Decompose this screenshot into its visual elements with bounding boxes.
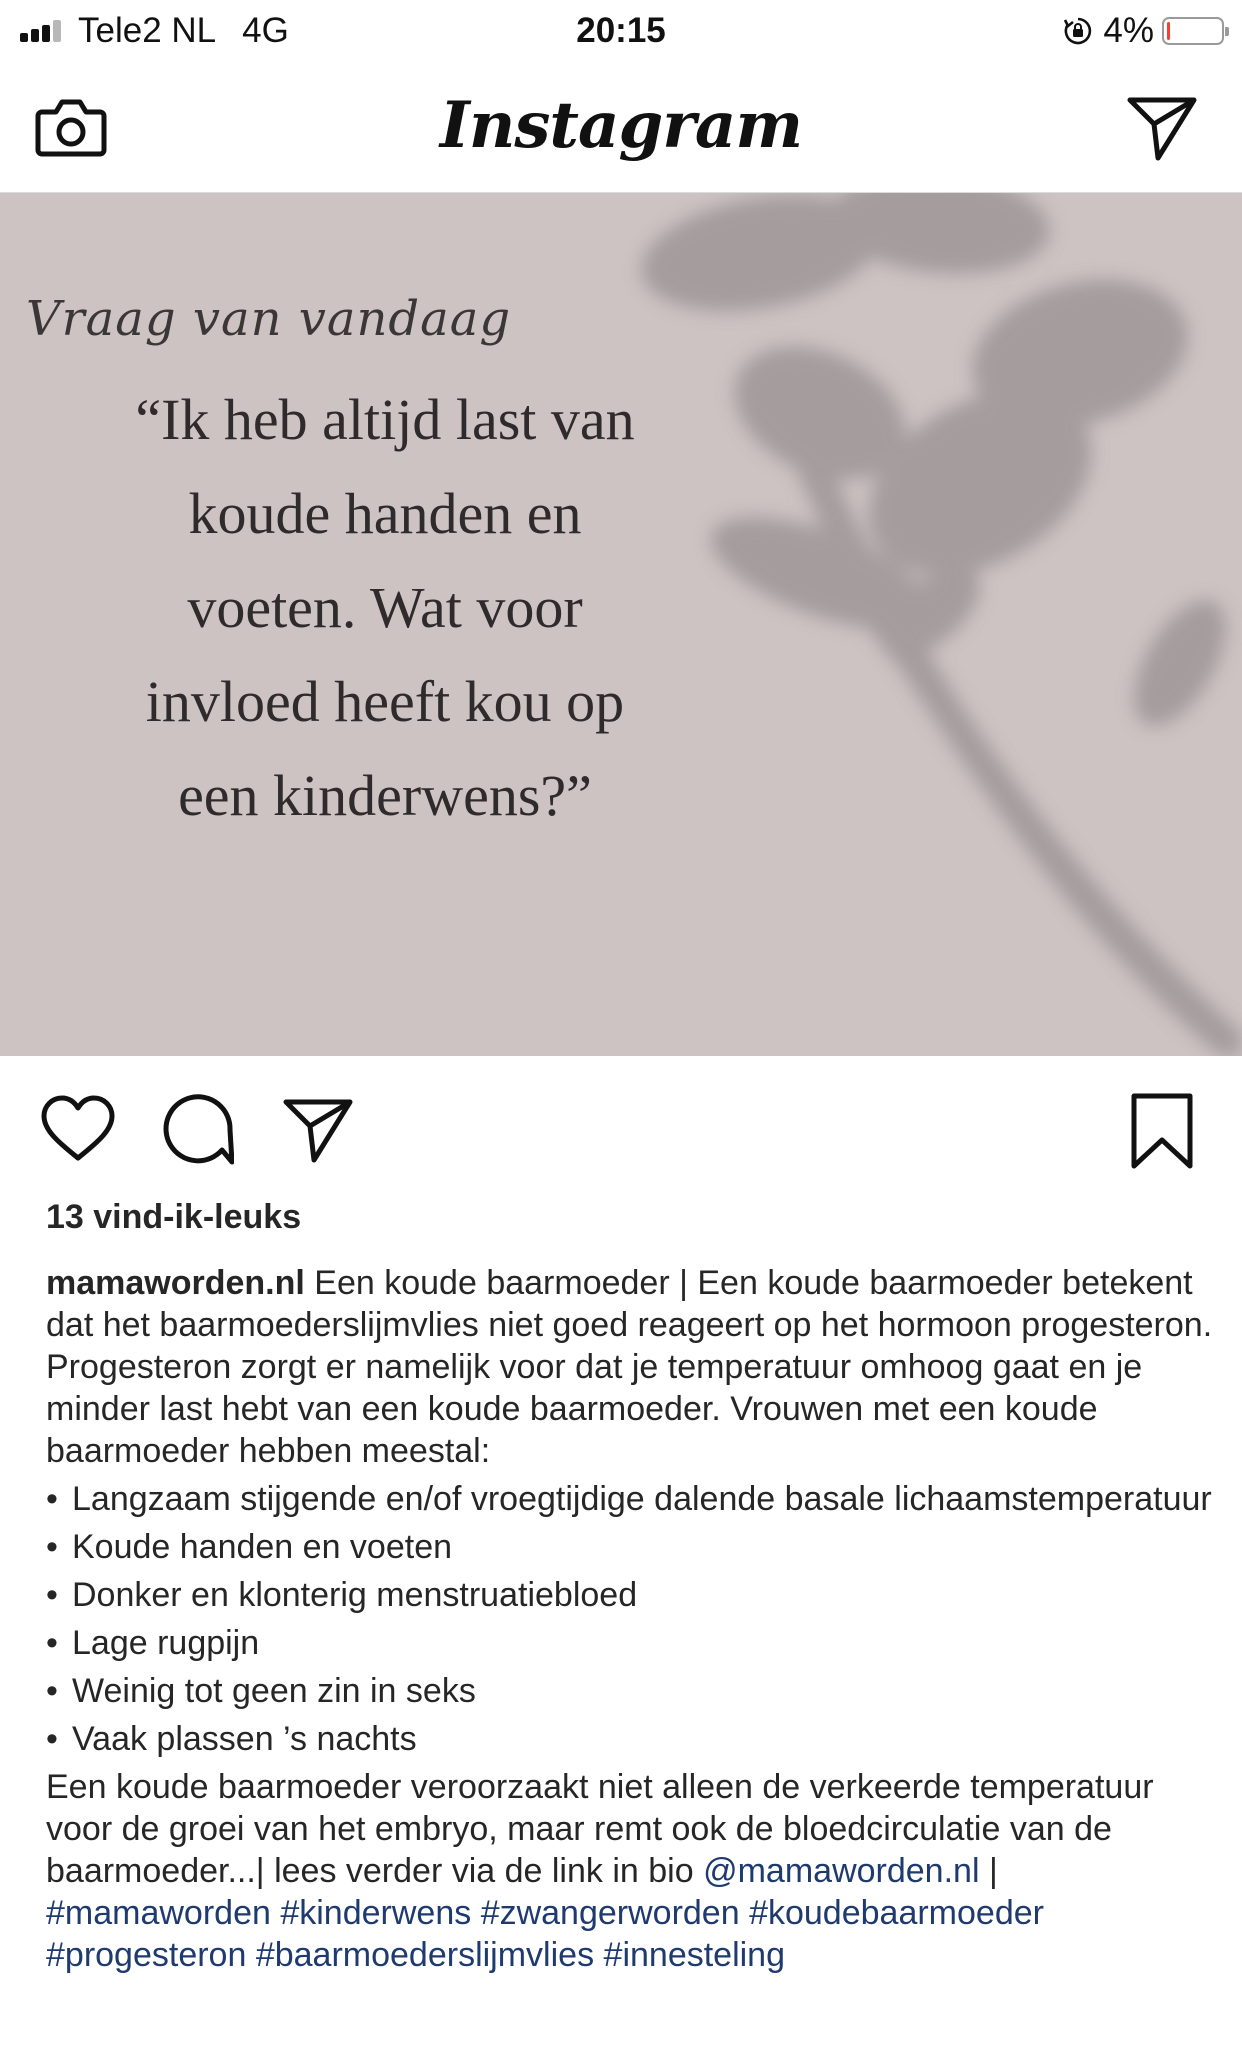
list-item: • Lage rugpijn	[46, 1622, 1216, 1664]
post-quote	[100, 373, 670, 843]
camera-icon[interactable]	[34, 90, 108, 164]
paper-plane-icon[interactable]	[282, 1094, 354, 1166]
app-header	[0, 62, 1242, 193]
list-item: • Vaak plassen ’s nachts	[46, 1718, 1216, 1760]
list-item: • Koude handen en voeten	[46, 1526, 1216, 1568]
post-kicker: Vraag van vandaag	[26, 291, 512, 347]
caption-intro	[46, 1262, 1216, 1472]
hashtag-link[interactable]: #zwangerworden	[480, 1894, 740, 1932]
list-item: • Donker en klonterig menstruatiebloed	[46, 1574, 1216, 1616]
post-image[interactable]	[0, 193, 1242, 1056]
comment-icon[interactable]	[160, 1092, 234, 1166]
battery-percentage: 4%	[1103, 11, 1154, 50]
mention-link[interactable]: @mamaworden.nl	[703, 1852, 980, 1890]
status-right	[1063, 0, 1224, 62]
network-type: 4G	[242, 11, 289, 50]
heart-icon[interactable]	[40, 1094, 116, 1164]
list-item: • Langzaam stijgende en/of vroegtijdige dalende basale lichaamstemperatuur	[46, 1478, 1216, 1520]
list-item: • Weinig tot geen zin in seks	[46, 1670, 1216, 1712]
instagram-logo: Instagram	[439, 88, 803, 163]
status-time: 20:15	[576, 11, 666, 50]
signal-strength-icon	[20, 20, 64, 42]
likes-count[interactable]: 13 vind-ik-leuks	[46, 1198, 302, 1236]
hashtag-link[interactable]: #mamaworden	[46, 1894, 271, 1932]
post-action-bar	[0, 1056, 1242, 1206]
caption-bullet-list	[46, 1478, 1216, 1760]
hashtag-link[interactable]: #progesteron	[46, 1936, 247, 1974]
caption-outro	[46, 1766, 1216, 1976]
direct-message-icon[interactable]	[1126, 92, 1198, 164]
quote-line: voeten. Wat voor	[187, 575, 583, 640]
quote-line: invloed heeft kou op	[145, 669, 625, 734]
battery-fill	[1167, 22, 1170, 40]
bookmark-icon[interactable]	[1128, 1092, 1196, 1170]
quote-line: koude handen en	[188, 481, 582, 546]
hashtag-link[interactable]: #koudebaarmoeder	[749, 1894, 1044, 1932]
caption-username[interactable]: mamaworden.nl	[46, 1264, 305, 1302]
carrier-name: Tele2 NL	[78, 11, 217, 50]
quote-line: “Ik heb altijd last van	[135, 387, 635, 452]
hashtag-link[interactable]: #kinderwens	[280, 1894, 472, 1932]
status-left	[20, 0, 289, 62]
status-bar	[0, 0, 1242, 62]
battery-icon	[1162, 17, 1224, 45]
rotation-lock-icon	[1063, 16, 1093, 46]
caption-intro-text: Een koude baarmoeder | Een koude baarmoeder betekent dat het baarmoederslijmvlies niet goed reageert op het hormoon progesteron. Progesteron zorgt er namelijk voor dat je temperatuur omhoog gaat en je minder last hebt van een koude baarmoeder. Vrouwen met een koude baarmoeder hebben meestal:	[46, 1264, 1213, 1470]
post-caption	[46, 1262, 1216, 1976]
hashtag-link[interactable]: #innesteling	[603, 1936, 786, 1974]
hashtag-link[interactable]: #baarmoederslijmvlies	[255, 1936, 595, 1974]
caption-outro-text: Een koude baarmoeder veroorzaakt niet alleen de verkeerde temperatuur voor de groei van het embryo, maar remt ook de bloedcirculatie van de baarmoeder...| lees verder via de link in bio	[46, 1768, 1154, 1890]
quote-line: een kinderwens?”	[178, 763, 592, 828]
caption-separator: |	[979, 1852, 998, 1890]
